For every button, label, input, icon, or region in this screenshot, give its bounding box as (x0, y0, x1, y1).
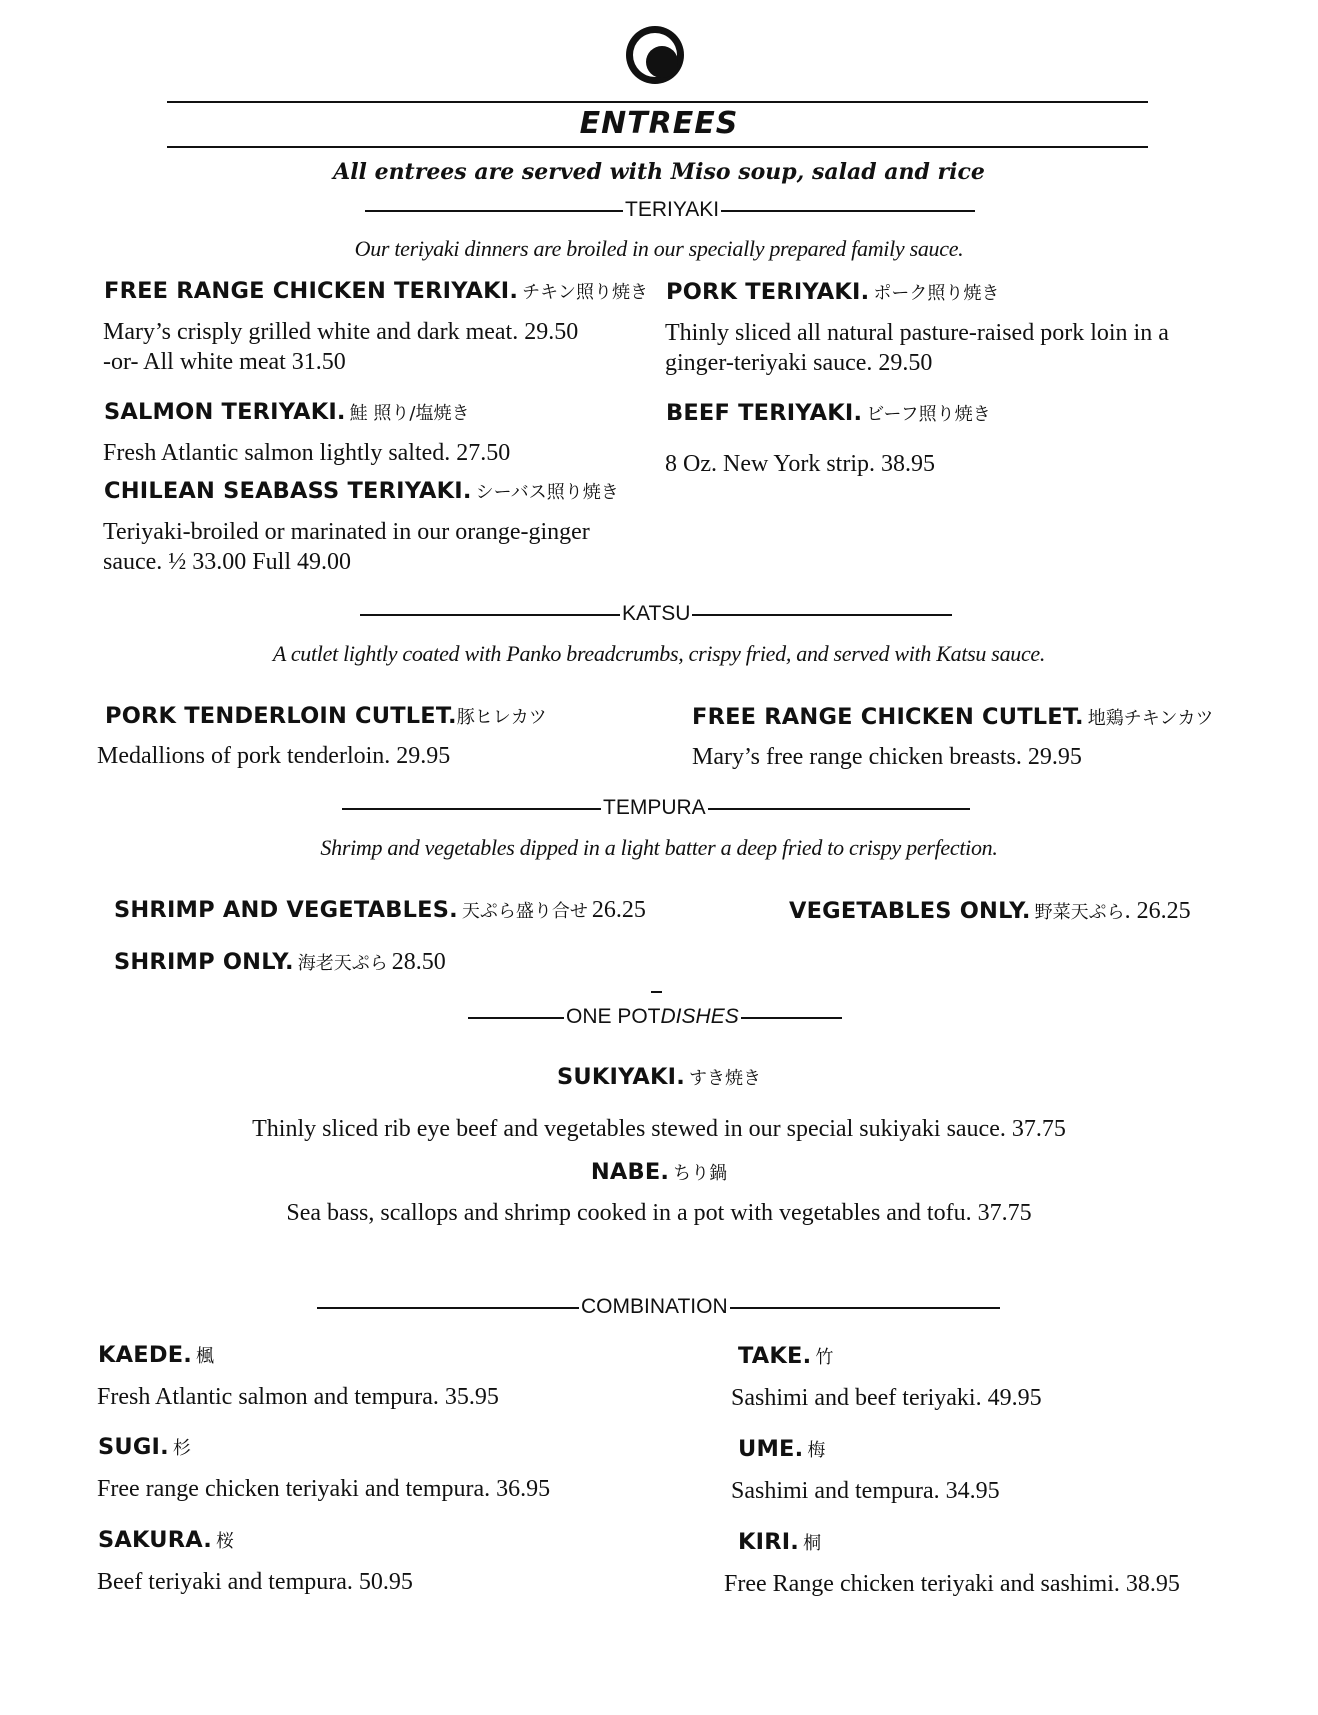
item-name: FREE RANGE CHICKEN CUTLET. (692, 704, 1084, 730)
item-name: KAEDE. (98, 1342, 193, 1368)
item-price: . 26.25 (1124, 898, 1191, 924)
menu-item-nabe (0, 1159, 1318, 1185)
menu-item-free-range-chicken-teriyaki (104, 278, 648, 304)
item-japanese-name: 地鶏チキンカツ (1087, 708, 1214, 729)
item-description: sauce. ½ 33.00 Full 49.00 (103, 549, 351, 575)
item-japanese-name: 豚ヒレカツ (456, 707, 547, 728)
item-japanese-name: 海老天ぷら (297, 953, 388, 974)
item-description: Fresh Atlantic salmon and tempura. 35.95 (97, 1384, 499, 1410)
menu-item-pork-tenderloin-cutlet (105, 703, 547, 729)
section-title-one-pot: ONE POT (566, 1005, 661, 1028)
menu-item-ume (738, 1436, 825, 1462)
item-description: Medallions of pork tenderloin. 29.95 (97, 743, 451, 769)
item-japanese-name: 桜 (216, 1531, 235, 1552)
header-bottom-rule (167, 146, 1148, 148)
item-name: SUKIYAKI. (557, 1064, 685, 1090)
item-japanese-name: 天ぷら盛り合せ (461, 901, 588, 922)
header-top-rule (167, 101, 1148, 103)
section-title-katsu: KATSU (622, 602, 691, 625)
item-name: SHRIMP ONLY. (114, 949, 294, 975)
item-price: 28.50 (391, 949, 446, 975)
item-name: SALMON TERIYAKI. (104, 399, 346, 425)
page-subtitle: All entrees are served with Miso soup, salad and rice (333, 159, 985, 185)
item-description: Mary’s crisply grilled white and dark meat. 29.50 (103, 319, 579, 345)
item-description: Fresh Atlantic salmon lightly salted. 27.50 (103, 440, 511, 466)
item-japanese-name: シーバス照り焼き (475, 482, 619, 503)
section-title-tempura: TEMPURA (603, 796, 706, 819)
item-description: 8 Oz. New York strip. 38.95 (665, 451, 935, 477)
page-title: ENTREES (579, 106, 739, 141)
menu-item-vegetables-only (789, 896, 1191, 926)
tempura-intro: Shrimp and vegetables dipped in a light batter a deep fried to crispy perfection. (320, 835, 998, 860)
teriyaki-intro: Our teriyaki dinners are broiled in our specially prepared family sauce. (354, 236, 964, 261)
item-price: 26.25 (591, 897, 646, 923)
menu-item-pork-teriyaki (666, 279, 999, 305)
item-description: Thinly sliced rib eye beef and vegetables stewed in our special sukiyaki sauce. 37.75 (252, 1116, 1066, 1142)
item-description: Beef teriyaki and tempura. 50.95 (97, 1569, 413, 1595)
menu-item-shrimp-only (114, 947, 446, 977)
menu-item-take (738, 1343, 833, 1369)
menu-item-kiri (738, 1529, 821, 1555)
section-title-teriyaki: TERIYAKI (625, 198, 720, 221)
menu-item-free-range-chicken-cutlet (692, 704, 1214, 730)
item-description: Sashimi and beef teriyaki. 49.95 (731, 1385, 1042, 1411)
item-name: CHILEAN SEABASS TERIYAKI. (104, 478, 472, 504)
item-description: ginger-teriyaki sauce. 29.50 (665, 350, 933, 376)
section-title-one-pot-dishes (564, 1005, 741, 1029)
item-name: SAKURA. (98, 1527, 213, 1553)
menu-item-salmon-teriyaki (104, 399, 469, 425)
item-japanese-name: ちり鍋 (673, 1163, 728, 1184)
item-description: Sea bass, scallops and shrimp cooked in a pot with vegetables and tofu. 37.75 (286, 1200, 1032, 1226)
menu-item-sugi (98, 1434, 191, 1460)
item-name: TAKE. (738, 1343, 812, 1369)
item-name: SUGI. (98, 1434, 169, 1460)
item-description: Thinly sliced all natural pasture-raised pork loin in a (665, 320, 1169, 346)
item-japanese-name: 竹 (815, 1347, 834, 1368)
section-title-combination: COMBINATION (581, 1295, 728, 1318)
restaurant-logo (626, 26, 684, 84)
item-description: Free Range chicken teriyaki and sashimi. 38.95 (724, 1571, 1180, 1597)
item-name: PORK TERIYAKI. (666, 279, 870, 305)
menu-item-shrimp-and-vegetables (114, 895, 646, 925)
item-name: SHRIMP AND VEGETABLES. (114, 897, 458, 923)
item-name: BEEF TERIYAKI. (666, 400, 863, 426)
section-title-dishes: DISHES (660, 1005, 739, 1028)
item-japanese-name: 野菜天ぷら (1034, 902, 1125, 923)
katsu-intro: A cutlet lightly coated with Panko breadcrumbs, crispy fried, and served with Katsu sauce. (272, 641, 1046, 666)
menu-item-sakura (98, 1527, 234, 1553)
item-description: Mary’s free range chicken breasts. 29.95 (692, 744, 1082, 770)
menu-item-sukiyaki (0, 1064, 1318, 1090)
item-japanese-name: 梅 (807, 1440, 826, 1461)
item-japanese-name: ポーク照り焼き (873, 283, 1000, 304)
menu-item-beef-teriyaki (666, 400, 991, 426)
one-pot-accent-mark (651, 991, 662, 993)
item-name: KIRI. (738, 1529, 800, 1555)
item-japanese-name: チキン照り焼き (522, 282, 648, 303)
item-japanese-name: 鮭 照り/塩焼き (349, 403, 470, 424)
item-name: VEGETABLES ONLY. (789, 898, 1031, 924)
menu-item-chilean-seabass-teriyaki (104, 478, 619, 504)
item-japanese-name: 桐 (803, 1533, 822, 1554)
item-name: UME. (738, 1436, 804, 1462)
item-japanese-name: 杉 (172, 1438, 191, 1459)
item-description: Sashimi and tempura. 34.95 (731, 1478, 1000, 1504)
item-description: -or- All white meat 31.50 (103, 349, 346, 375)
item-name: FREE RANGE CHICKEN TERIYAKI. (104, 278, 519, 304)
item-description: Free range chicken teriyaki and tempura. 36.95 (97, 1476, 551, 1502)
item-name: PORK TENDERLOIN CUTLET. (105, 703, 457, 729)
item-japanese-name: ビーフ照り焼き (866, 404, 991, 425)
item-japanese-name: 楓 (196, 1346, 215, 1367)
item-description: Teriyaki-broiled or marinated in our orange-ginger (103, 519, 590, 545)
item-japanese-name: すき焼き (689, 1068, 761, 1089)
item-name: NABE. (590, 1159, 670, 1185)
menu-item-kaede (98, 1342, 214, 1368)
